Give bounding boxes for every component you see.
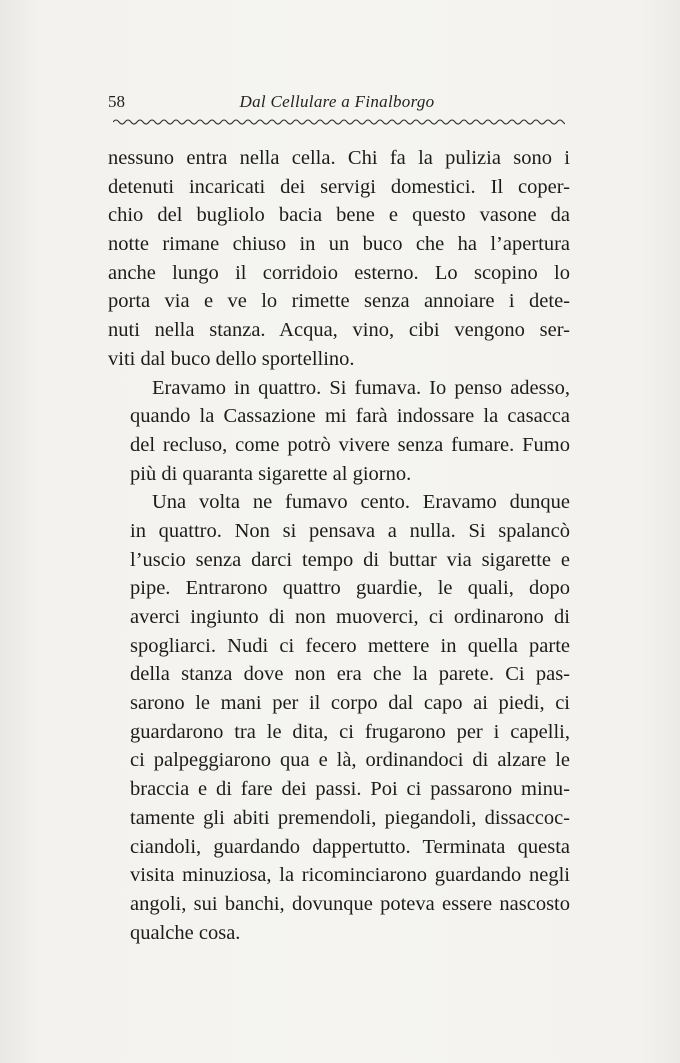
text-line: tamente gli abiti premendoli, piegandoli, dissaccoc- bbox=[130, 806, 570, 829]
text-line: ci palpeggiarono qua e là, ordinandoci di alzare le bbox=[130, 749, 570, 772]
text-line: del recluso, come potrò vivere senza fumare. Fumo bbox=[130, 433, 570, 456]
text-line: angoli, sui banchi, dovunque poteva essere nascosto bbox=[130, 892, 570, 915]
text-line: braccia e di fare dei passi. Poi ci passarono minu- bbox=[130, 778, 570, 801]
text-line: visita minuziosa, la ricominciarono guardando negli bbox=[130, 864, 570, 887]
text-line: viti dal buco dello sportellino. bbox=[108, 347, 355, 370]
text-line: Una volta ne fumavo cento. Eravamo dunque bbox=[152, 491, 570, 514]
paragraph-1 bbox=[108, 144, 570, 374]
page-header bbox=[108, 92, 566, 116]
ornamental-wavy-rule bbox=[113, 117, 565, 127]
text-line: guardarono tra le dita, ci frugarono per i capelli, bbox=[130, 720, 570, 743]
text-line: più di quaranta sigarette al giorno. bbox=[130, 462, 412, 485]
text-line: ciandoli, guardando dappertutto. Terminata questa bbox=[130, 835, 570, 858]
text-line: nessuno entra nella cella. Chi fa la pulizia sono i bbox=[108, 147, 570, 169]
paragraph-2 bbox=[108, 374, 570, 489]
text-line: qualche cosa. bbox=[130, 921, 241, 944]
text-line: l’uscio senza darci tempo di buttar via sigarette e bbox=[130, 548, 570, 571]
text-line: quando la Cassazione mi farà indossare la casacca bbox=[130, 405, 570, 428]
text-line: sarono le mani per il corpo dal capo ai piedi, ci bbox=[130, 692, 570, 715]
text-line: detenuti incaricati dei servigi domestici. Il coper- bbox=[108, 175, 570, 198]
text-line: porta via e ve lo rimette senza annoiare i dete- bbox=[108, 290, 570, 313]
text-line: della stanza dove non era che la parete. Ci pas- bbox=[130, 663, 570, 686]
text-line: pipe. Entrarono quattro guardie, le quali, dopo bbox=[130, 577, 570, 600]
text-line: in quattro. Non si pensava a nulla. Si spalancò bbox=[130, 519, 570, 542]
paragraph-3 bbox=[108, 488, 570, 947]
text-line: Eravamo in quattro. Si fumava. Io penso adesso, bbox=[152, 376, 570, 399]
text-line: averci ingiunto di non muoverci, ci ordinarono di bbox=[130, 606, 570, 628]
text-line: nuti nella stanza. Acqua, vino, cibi vengono ser- bbox=[108, 319, 570, 342]
page-number: 58 bbox=[108, 92, 125, 111]
text-line: spogliarci. Nudi ci fecero mettere in quella parte bbox=[130, 634, 570, 657]
running-title: Dal Cellulare a Finalborgo bbox=[239, 92, 435, 111]
text-line: anche lungo il corridoio esterno. Lo scopino lo bbox=[108, 261, 570, 284]
text-line: notte rimane chiuso in un buco che ha l’apertura bbox=[108, 233, 570, 256]
body-text bbox=[108, 144, 570, 947]
text-line: chio del bugliolo bacia bene e questo vasone da bbox=[108, 204, 570, 227]
